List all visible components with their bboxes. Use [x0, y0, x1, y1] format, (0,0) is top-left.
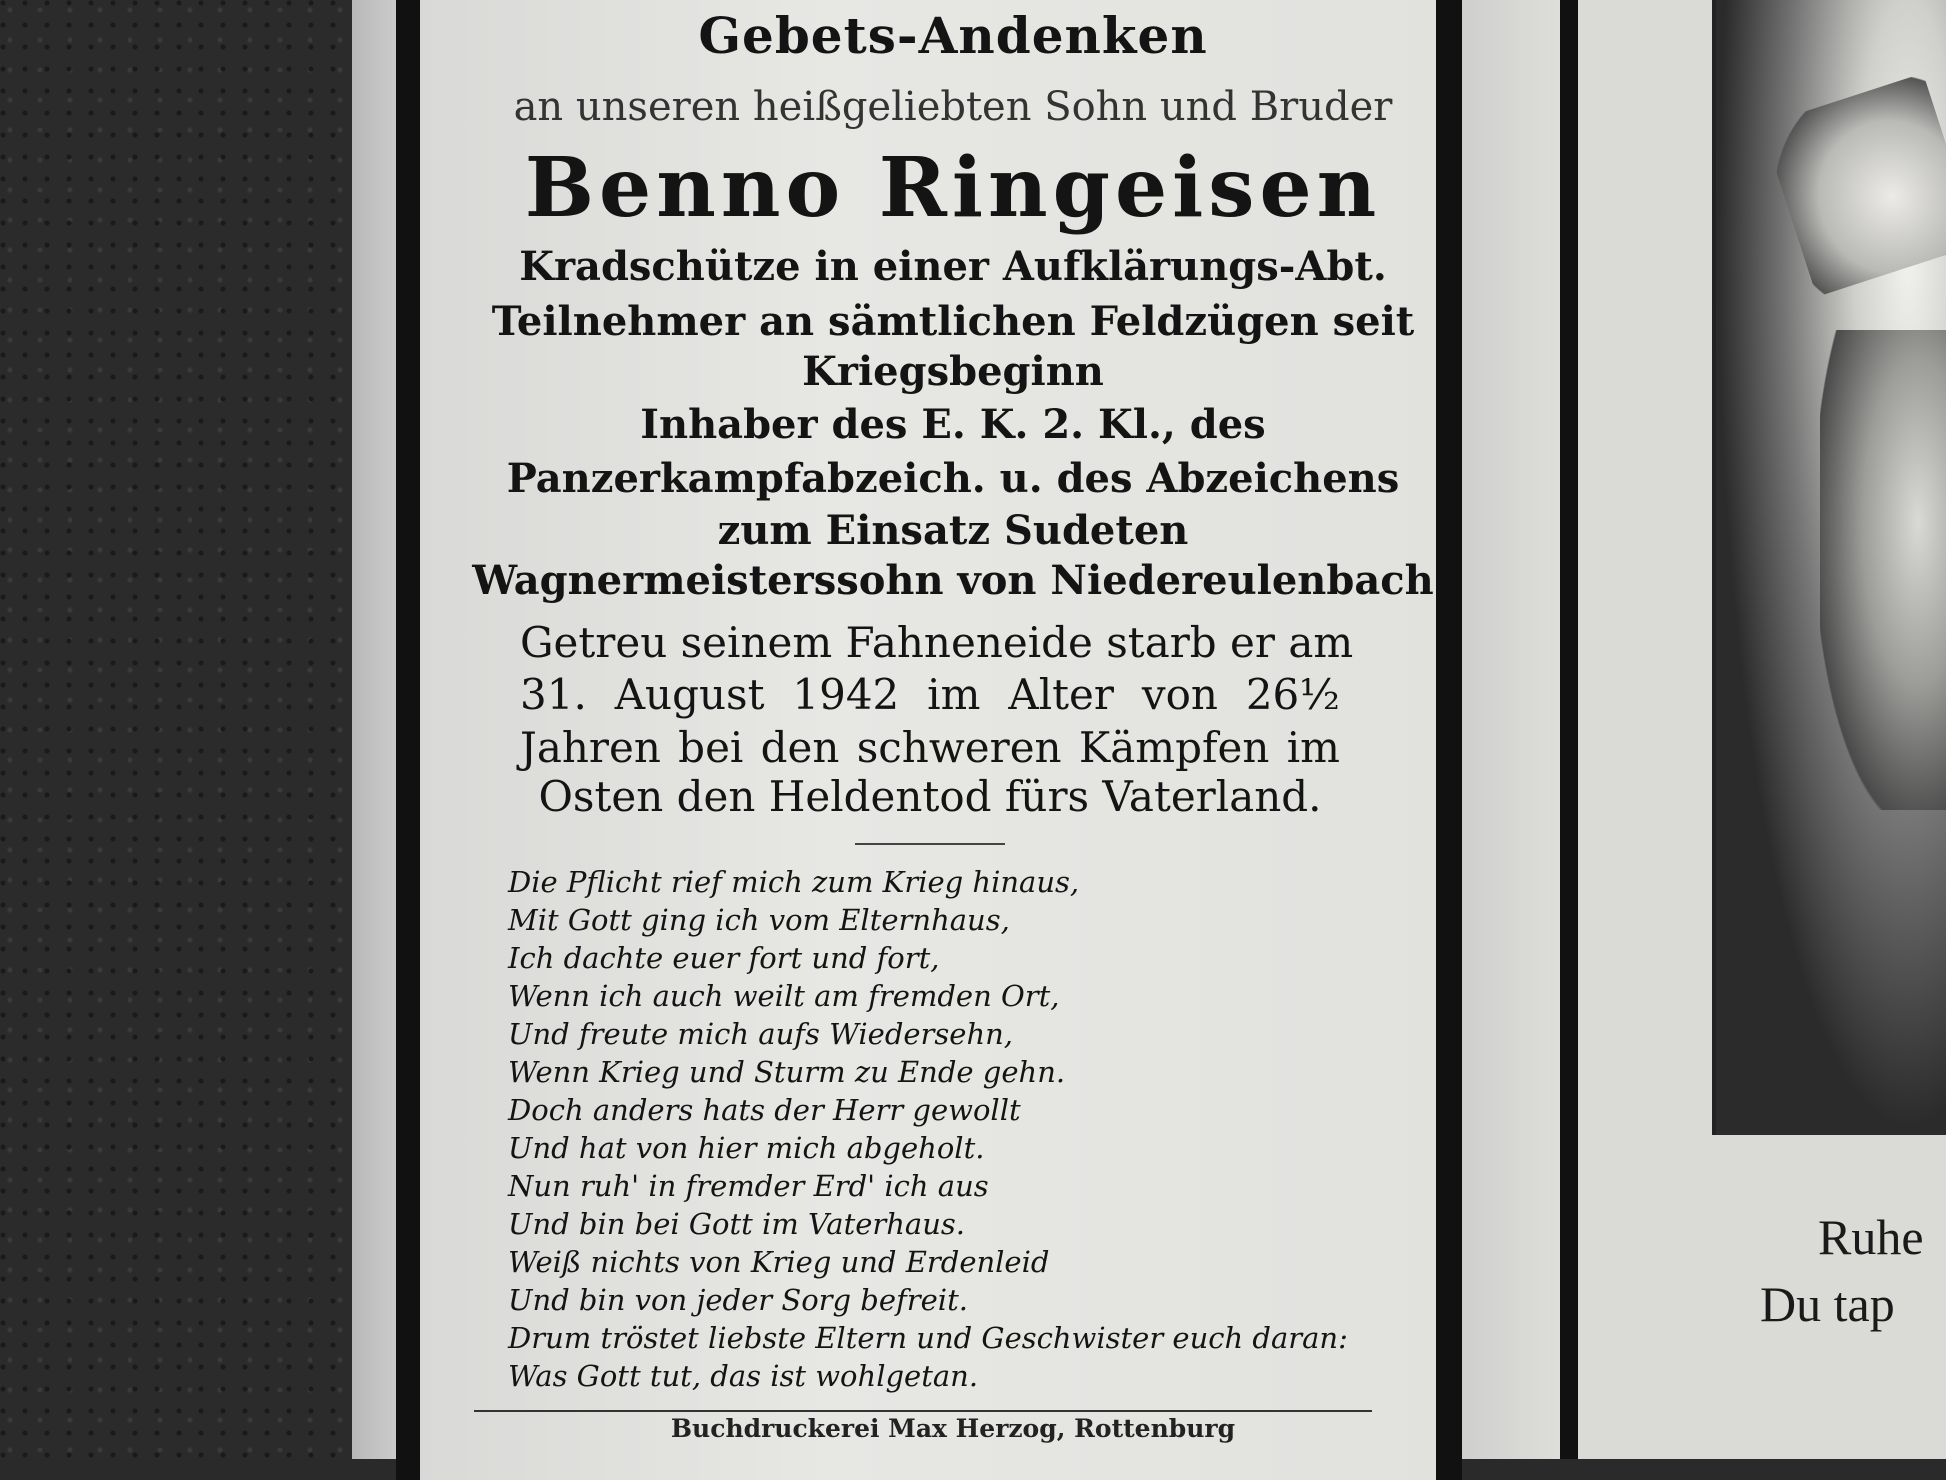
poem-line: Wenn Krieg und Sturm zu Ende gehn. — [508, 1055, 1066, 1089]
portrait-face — [1820, 330, 1946, 810]
description-line: Panzerkampfabzeich. u. des Abzeichens — [506, 455, 1400, 502]
poem-line: Was Gott tut, das ist wohlgetan. — [508, 1359, 979, 1393]
poem-line: Die Pflicht rief mich zum Krieg hinaus, — [508, 865, 1080, 899]
poem-line: Und hat von hier mich abgeholt. — [508, 1131, 985, 1165]
poem-line: Mit Gott ging ich vom Elternhaus, — [508, 903, 1010, 937]
description-line: Teilnehmer an sämtlichen Feldzügen seit — [491, 298, 1415, 345]
card-dedication: an unseren heißgeliebten Sohn und Bruder — [513, 84, 1393, 130]
poem-line: Ich dachte euer fort und fort, — [508, 941, 940, 975]
deceased-name: Benno Ringeisen — [524, 140, 1382, 236]
poem-line: Und bin von jeder Sorg befreit. — [508, 1283, 968, 1317]
description-line: Kriegsbeginn — [802, 348, 1104, 395]
poem-line: Doch anders hats der Herr gewollt — [508, 1093, 1021, 1127]
poem-line: Und bin bei Gott im Vaterhaus. — [508, 1207, 965, 1241]
poem-line: Und freute mich aufs Wiedersehn, — [508, 1017, 1014, 1051]
description-line: Inhaber des E. K. 2. Kl., des — [640, 401, 1266, 448]
body-line: Osten den Heldentod fürs Vaterland. — [538, 772, 1322, 821]
right-card-caption-line: Ruhe — [1818, 1209, 1924, 1265]
separator-rule — [855, 843, 1005, 845]
body-line: Jahren bei den schweren Kämpfen im — [520, 723, 1340, 772]
body-line: 31. August 1942 im Alter von 26½ — [520, 670, 1340, 719]
poem-line: Drum tröstet liebste Eltern und Geschwister euch daran: — [508, 1321, 1348, 1355]
description-line: zum Einsatz Sudeten — [717, 507, 1189, 554]
poem-line: Weiß nichts von Krieg und Erdenleid — [508, 1245, 1050, 1279]
body-line: Getreu seinem Fahneneide starb er am — [520, 618, 1354, 667]
right-card-caption-line: Du tap — [1760, 1276, 1895, 1332]
printer-rule — [474, 1410, 1372, 1412]
poem-line: Nun ruh' in fremder Erd' ich aus — [508, 1169, 989, 1203]
printer-imprint: Buchdruckerei Max Herzog, Rottenburg — [670, 1414, 1236, 1443]
description-line: Kradschütze in einer Aufklärungs-Abt. — [519, 243, 1387, 290]
description-line: Wagnermeisterssohn von Niedereulenbach — [472, 557, 1434, 604]
card-title: Gebets-Andenken — [698, 6, 1208, 65]
poem-line: Wenn ich auch weilt am fremden Ort, — [508, 979, 1060, 1013]
